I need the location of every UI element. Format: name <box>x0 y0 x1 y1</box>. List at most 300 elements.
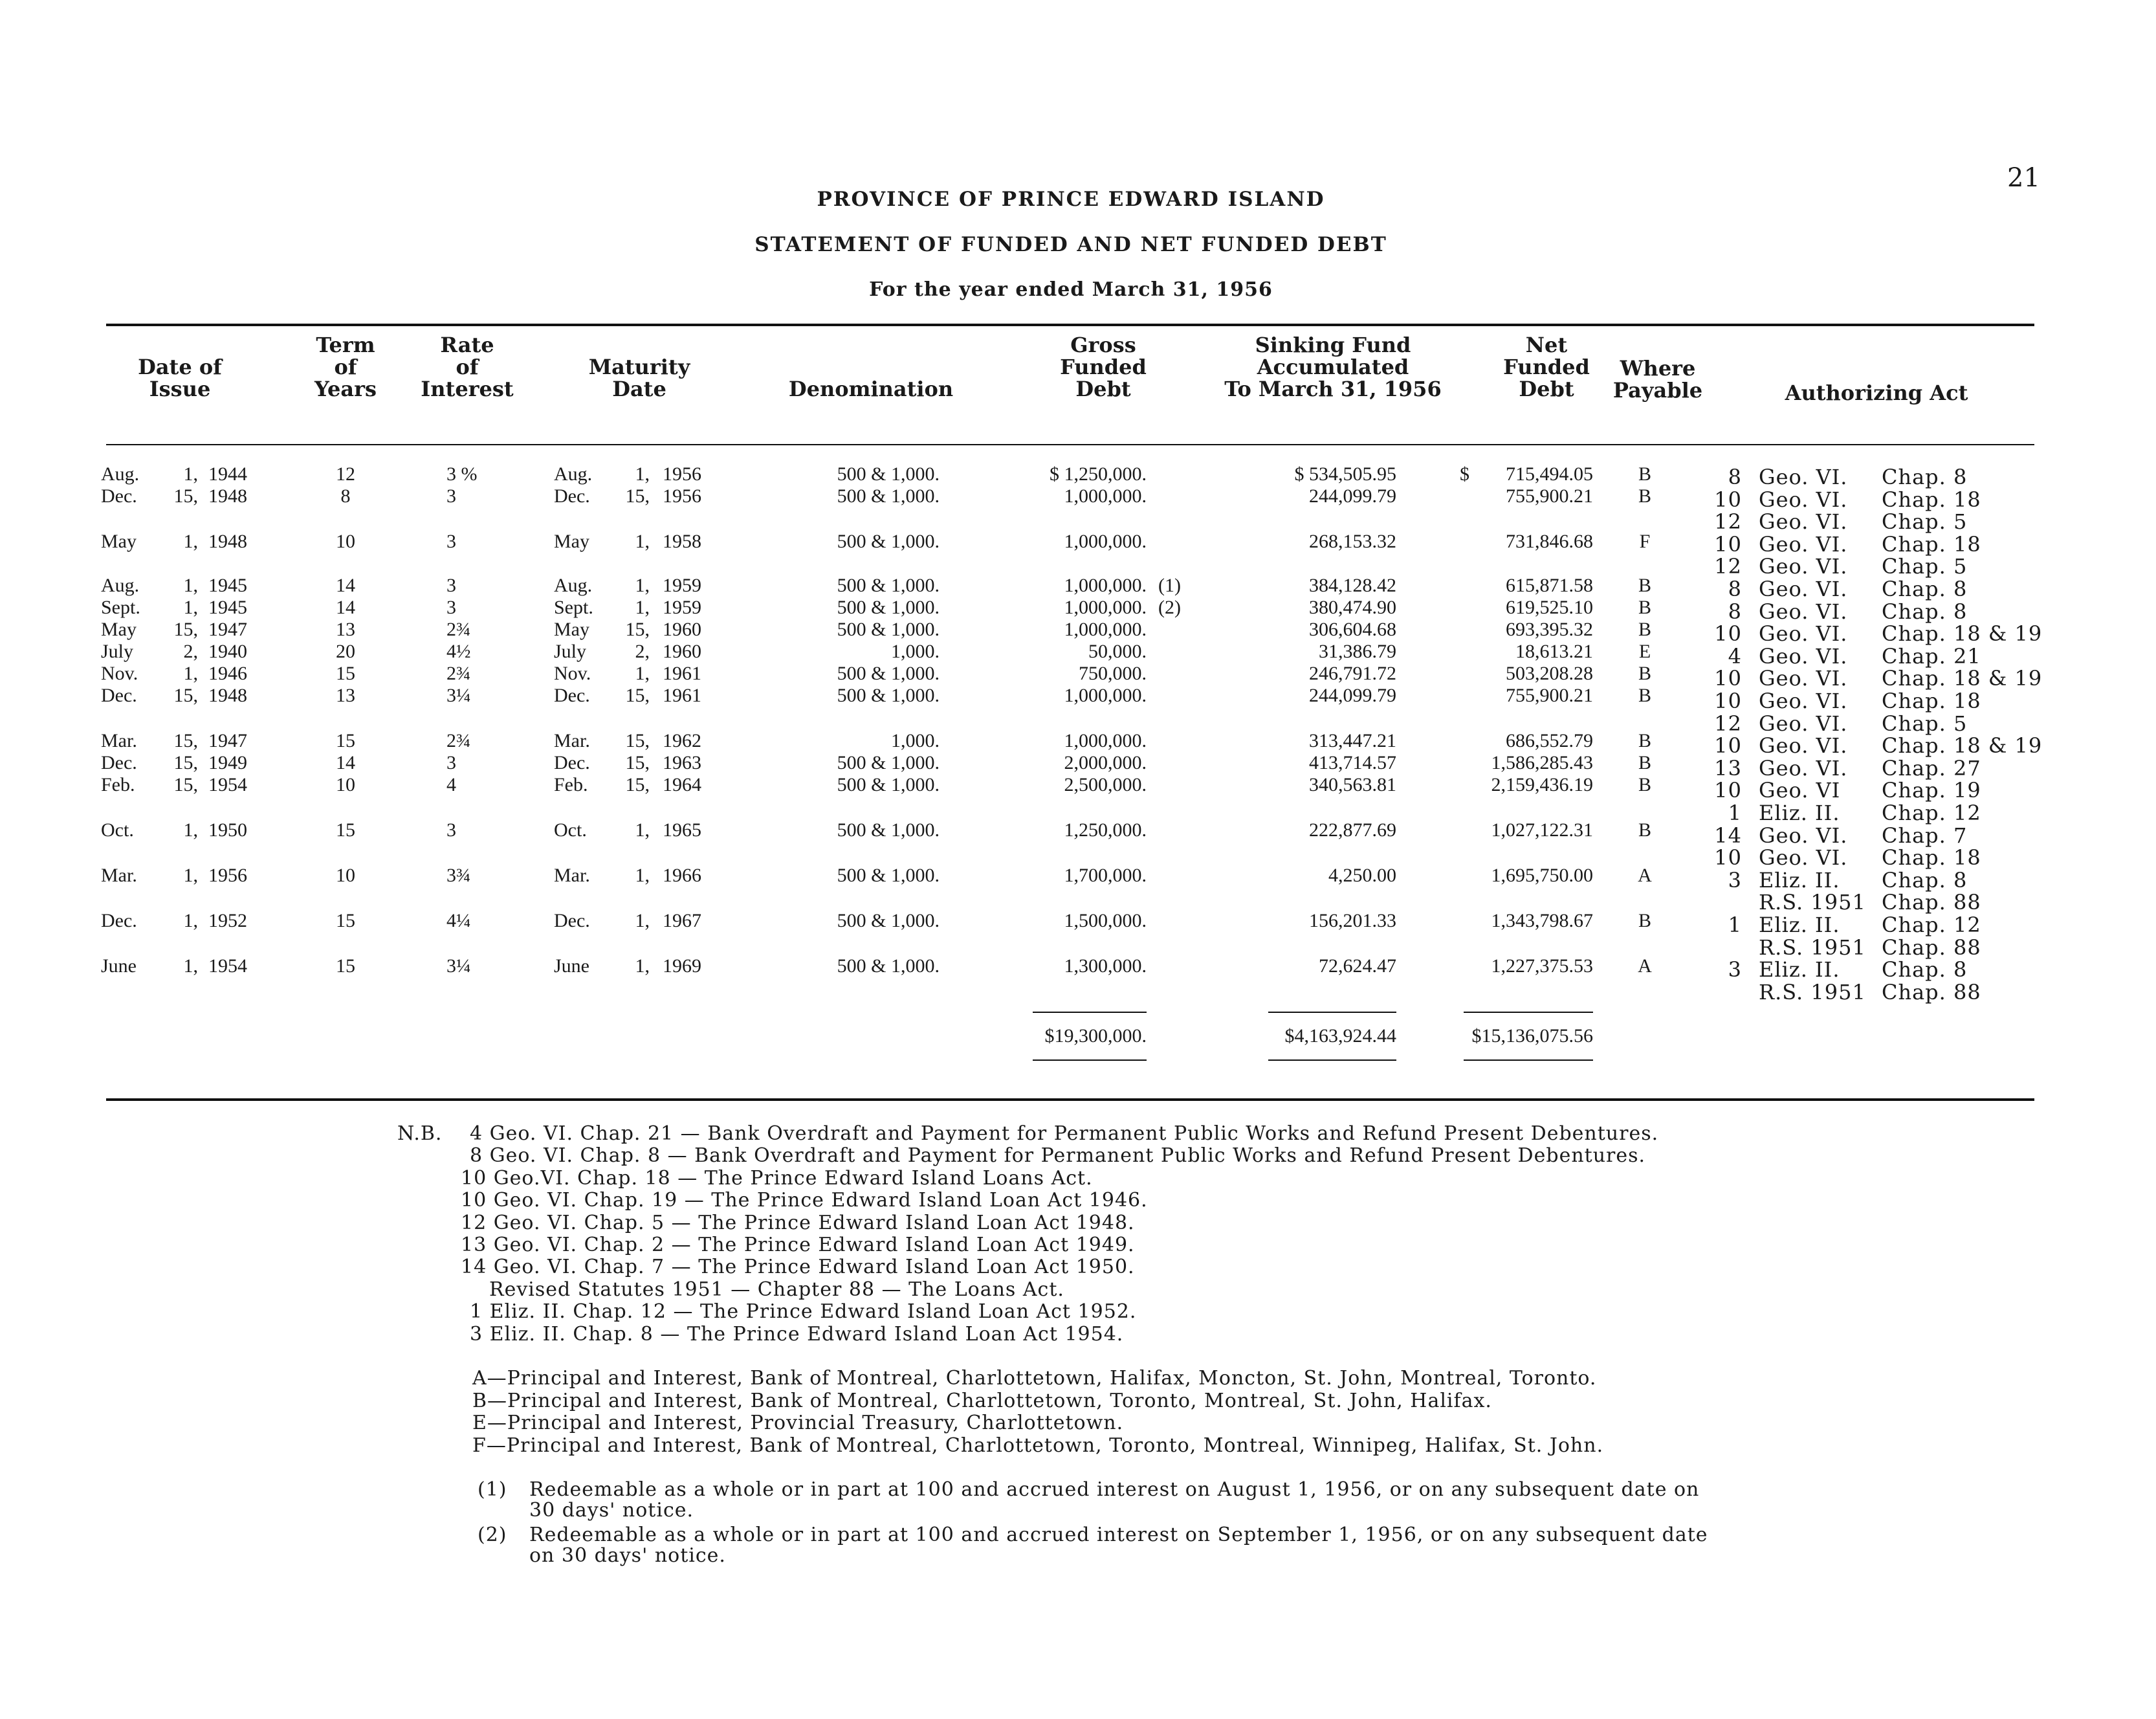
issue-year: 1947 <box>208 619 247 640</box>
maturity-month: Aug. <box>554 463 593 485</box>
issue-year: 1949 <box>208 752 247 773</box>
maturity-month: Mar. <box>554 865 590 886</box>
maturity-year: 1961 <box>663 685 701 706</box>
net-total-rule-bottom <box>1464 1059 1593 1061</box>
issue-day: 15, <box>173 685 198 706</box>
act-reign: Eliz. II. <box>1759 957 1840 982</box>
act-regnal-number: 12 <box>1714 509 1742 535</box>
gross-funded-debt: 1,000,000. <box>1064 575 1147 596</box>
term-years: 20 <box>336 641 355 662</box>
act-reign: Geo. VI. <box>1759 823 1848 848</box>
where-payable: B <box>1638 663 1651 684</box>
act-regnal-number: 10 <box>1714 531 1742 557</box>
act-reign: Eliz. II. <box>1759 913 1840 937</box>
act-note: 8 Geo. VI. Chap. 8 — Bank Overdraft and Payment for Permanent Public Works and Refund Present Debentures. <box>470 1144 1646 1168</box>
where-payable: E <box>1638 641 1651 662</box>
term-years: 8 <box>340 485 351 507</box>
act-reign: Geo. VI. <box>1759 711 1848 736</box>
maturity-year: 1962 <box>663 730 701 751</box>
issue-month: Mar. <box>101 730 137 751</box>
document-period: For the year ended March 31, 1956 <box>869 278 1273 301</box>
maturity-day: 1, <box>635 463 650 485</box>
act-reign: Geo. VI <box>1759 778 1841 803</box>
gross-total: $19,300,000. <box>1044 1025 1147 1047</box>
interest-rate: 3 <box>446 752 456 773</box>
maturity-day: 15, <box>625 619 650 640</box>
act-regnal-number: 1 <box>1728 801 1742 825</box>
term-years: 14 <box>336 597 355 618</box>
column-header-denomination: Denomination <box>788 377 954 401</box>
act-chapter: Chap. 88 <box>1882 935 1981 960</box>
term-years: 14 <box>336 752 355 773</box>
sinking-fund: 72,624.47 <box>1319 955 1396 977</box>
maturity-year: 1969 <box>663 955 701 977</box>
maturity-year: 1959 <box>663 597 701 618</box>
sinking-fund: 340,563.81 <box>1309 774 1396 795</box>
act-reign: Geo. VI. <box>1759 554 1848 579</box>
column-header-sinking: To March 31, 1956 <box>1224 377 1442 401</box>
issue-year: 1945 <box>208 597 247 618</box>
act-chapter: Chap. 18 & 19 <box>1882 733 2043 759</box>
act-chapter: Chap. 18 <box>1882 689 1981 713</box>
net-funded-debt: 686,552.79 <box>1506 730 1593 751</box>
maturity-day: 15, <box>625 730 650 751</box>
act-chapter: Chap. 8 <box>1882 577 1968 601</box>
denomination: 500 & 1,000. <box>837 865 940 886</box>
maturity-year: 1963 <box>663 752 701 773</box>
act-reign: R.S. 1951 <box>1759 935 1866 960</box>
maturity-month: Dec. <box>554 752 590 773</box>
payable-note: F—Principal and Interest, Bank of Montreal, Charlottetown, Toronto, Montreal, Winnipeg, Halifax, St. John. <box>472 1434 1604 1457</box>
gross-funded-debt: $ 1,250,000. <box>1050 463 1147 485</box>
issue-year: 1946 <box>208 663 247 684</box>
where-payable: B <box>1638 485 1651 507</box>
act-chapter: Chap. 5 <box>1882 509 1968 535</box>
maturity-month: July <box>554 641 587 662</box>
column-header-gross: Debt <box>1075 377 1131 401</box>
maturity-month: Dec. <box>554 485 590 507</box>
act-chapter: Chap. 12 <box>1882 801 1981 825</box>
gross-footnote-mark: (2) <box>1158 597 1181 618</box>
issue-month: Oct. <box>101 819 134 841</box>
gross-funded-debt: 1,300,000. <box>1064 955 1147 977</box>
maturity-day: 1, <box>635 819 650 841</box>
net-funded-debt: 18,613.21 <box>1515 641 1593 662</box>
issue-year: 1944 <box>208 463 247 485</box>
issue-day: 1, <box>183 463 198 485</box>
gross-funded-debt: 1,250,000. <box>1064 819 1147 841</box>
term-years: 14 <box>336 575 355 596</box>
gross-funded-debt: 1,000,000. <box>1064 619 1147 640</box>
issue-day: 1, <box>183 531 198 552</box>
sinking-fund: 246,791.72 <box>1309 663 1396 684</box>
maturity-month: Sept. <box>554 597 593 618</box>
sinking-total: $4,163,924.44 <box>1284 1025 1396 1047</box>
nb-label: N.B. <box>397 1122 443 1145</box>
column-header-net: Funded <box>1503 355 1590 379</box>
act-reign: Eliz. II. <box>1759 867 1840 893</box>
issue-year: 1954 <box>208 774 247 795</box>
act-reign: Geo. VI. <box>1759 487 1848 512</box>
column-header-gross: Funded <box>1060 355 1147 379</box>
payable-note: A—Principal and Interest, Bank of Montreal, Charlottetown, Halifax, Moncton, St. John, Montreal, Toronto. <box>472 1367 1597 1390</box>
act-chapter: Chap. 88 <box>1882 979 1981 1004</box>
maturity-year: 1960 <box>663 619 701 640</box>
issue-year: 1952 <box>208 910 247 931</box>
gross-funded-debt: 750,000. <box>1079 663 1147 684</box>
column-header-net: Debt <box>1519 377 1574 401</box>
act-reign: Geo. VI. <box>1759 689 1848 713</box>
interest-rate: 2¾ <box>446 663 471 684</box>
denomination: 500 & 1,000. <box>837 685 940 706</box>
act-regnal-number: 8 <box>1728 599 1742 624</box>
table-bottom-rule <box>106 1098 2034 1101</box>
maturity-year: 1965 <box>663 819 701 841</box>
act-chapter: Chap. 5 <box>1882 711 1968 736</box>
column-header-rate: of <box>456 355 479 379</box>
column-header-maturity: Maturity <box>588 355 690 379</box>
footnote-continuation: on 30 days' notice. <box>529 1544 726 1567</box>
interest-rate: 3¼ <box>446 685 471 706</box>
column-header-net: Net <box>1525 333 1568 357</box>
act-regnal-number: 10 <box>1714 621 1742 647</box>
act-chapter: Chap. 18 <box>1882 845 1981 871</box>
issue-month: Feb. <box>101 774 135 795</box>
term-years: 10 <box>336 531 355 552</box>
interest-rate: 4 <box>446 774 456 795</box>
act-regnal-number: 10 <box>1714 845 1742 871</box>
where-payable: A <box>1638 955 1652 977</box>
maturity-day: 15, <box>625 774 650 795</box>
gross-funded-debt: 1,000,000. <box>1064 485 1147 507</box>
act-reign: Geo. VI. <box>1759 733 1848 759</box>
denomination: 500 & 1,000. <box>837 575 940 596</box>
act-reign: R.S. 1951 <box>1759 890 1866 915</box>
issue-day: 1, <box>183 575 198 596</box>
act-note: 12 Geo. VI. Chap. 5 — The Prince Edward Island Loan Act 1948. <box>461 1211 1135 1234</box>
interest-rate: 2¾ <box>446 619 471 640</box>
maturity-day: 1, <box>635 910 650 931</box>
net-funded-debt: 715,494.05 <box>1506 463 1593 485</box>
interest-rate: 4¼ <box>446 910 471 931</box>
sinking-total-rule-bottom <box>1268 1059 1396 1061</box>
term-years: 10 <box>336 865 355 886</box>
act-reign: Geo. VI. <box>1759 509 1848 535</box>
net-funded-debt: 2,159,436.19 <box>1491 774 1593 795</box>
document-subtitle: STATEMENT OF FUNDED AND NET FUNDED DEBT <box>754 233 1387 256</box>
term-years: 13 <box>336 619 355 640</box>
footnote-text: Redeemable as a whole or in part at 100 and accrued interest on September 1, 1956, or on any subsequent date <box>529 1524 1708 1546</box>
issue-month: Dec. <box>101 752 137 773</box>
document-title: PROVINCE OF PRINCE EDWARD ISLAND <box>817 188 1325 211</box>
interest-rate: 3 <box>446 575 456 596</box>
sinking-fund: 156,201.33 <box>1309 910 1396 931</box>
net-funded-debt: 1,695,750.00 <box>1491 865 1593 886</box>
act-chapter: Chap. 18 & 19 <box>1882 621 2043 647</box>
act-chapter: Chap. 88 <box>1882 890 1981 915</box>
denomination: 500 & 1,000. <box>837 531 940 552</box>
act-reign: R.S. 1951 <box>1759 979 1866 1004</box>
issue-day: 1, <box>183 597 198 618</box>
maturity-month: Mar. <box>554 730 590 751</box>
maturity-year: 1958 <box>663 531 701 552</box>
sinking-fund: 4,250.00 <box>1328 865 1396 886</box>
act-chapter: Chap. 27 <box>1882 755 1981 781</box>
issue-year: 1950 <box>208 819 247 841</box>
net-funded-debt: 1,343,798.67 <box>1491 910 1593 931</box>
denomination: 500 & 1,000. <box>837 485 940 507</box>
act-regnal-number: 12 <box>1714 554 1742 579</box>
issue-year: 1948 <box>208 685 247 706</box>
act-regnal-number: 3 <box>1728 957 1742 982</box>
issue-year: 1945 <box>208 575 247 596</box>
act-note: 10 Geo. VI. Chap. 19 — The Prince Edward Island Loan Act 1946. <box>461 1189 1148 1212</box>
net-currency: $ <box>1460 463 1469 485</box>
issue-month: May <box>101 531 137 552</box>
maturity-month: Dec. <box>554 685 590 706</box>
maturity-day: 2, <box>635 641 650 662</box>
act-note: Revised Statutes 1951 — Chapter 88 — The Loans Act. <box>489 1278 1064 1301</box>
act-chapter: Chap. 18 <box>1882 531 1981 557</box>
term-years: 15 <box>336 819 355 841</box>
act-reign: Eliz. II. <box>1759 801 1840 825</box>
column-header-date-of-issue: Date of <box>138 355 222 379</box>
maturity-day: 15, <box>625 685 650 706</box>
term-years: 13 <box>336 685 355 706</box>
act-chapter: Chap. 8 <box>1882 867 1968 893</box>
maturity-day: 15, <box>625 485 650 507</box>
act-reign: Geo. VI. <box>1759 621 1848 647</box>
column-header-date-of-issue: Issue <box>149 377 211 401</box>
act-reign: Geo. VI. <box>1759 755 1848 781</box>
denomination: 500 & 1,000. <box>837 597 940 618</box>
issue-month: Dec. <box>101 910 137 931</box>
act-chapter: Chap. 12 <box>1882 913 1981 937</box>
column-header-sinking: Sinking Fund <box>1255 333 1411 357</box>
where-payable: B <box>1638 910 1651 931</box>
gross-total-rule-top <box>1033 1012 1147 1013</box>
net-funded-debt: 1,227,375.53 <box>1491 955 1593 977</box>
column-header-where: Payable <box>1612 378 1703 403</box>
act-chapter: Chap. 19 <box>1882 778 1981 803</box>
maturity-year: 1956 <box>663 485 701 507</box>
issue-year: 1947 <box>208 730 247 751</box>
maturity-day: 15, <box>625 752 650 773</box>
act-note: 13 Geo. VI. Chap. 2 — The Prince Edward Island Loan Act 1949. <box>461 1234 1135 1256</box>
act-reign: Geo. VI. <box>1759 577 1848 601</box>
denomination: 500 & 1,000. <box>837 955 940 977</box>
term-years: 10 <box>336 774 355 795</box>
issue-month: May <box>101 619 137 640</box>
denomination: 500 & 1,000. <box>837 663 940 684</box>
column-header-term: of <box>334 355 357 379</box>
issue-month: July <box>101 641 134 662</box>
gross-funded-debt: 2,500,000. <box>1064 774 1147 795</box>
issue-day: 1, <box>183 955 198 977</box>
payable-note: E—Principal and Interest, Provincial Treasury, Charlottetown. <box>472 1412 1124 1435</box>
where-payable: B <box>1638 463 1651 485</box>
net-funded-debt: 731,846.68 <box>1506 531 1593 552</box>
maturity-day: 1, <box>635 575 650 596</box>
act-regnal-number: 8 <box>1728 465 1742 489</box>
where-payable: B <box>1638 619 1651 640</box>
denomination: 500 & 1,000. <box>837 774 940 795</box>
act-reign: Geo. VI. <box>1759 599 1848 624</box>
issue-year: 1948 <box>208 485 247 507</box>
maturity-day: 1, <box>635 663 650 684</box>
sinking-fund: 306,604.68 <box>1309 619 1396 640</box>
issue-month: Dec. <box>101 685 137 706</box>
net-funded-debt: 615,871.58 <box>1506 575 1593 596</box>
sinking-fund: 244,099.79 <box>1309 485 1396 507</box>
issue-day: 15, <box>173 774 198 795</box>
act-regnal-number: 4 <box>1728 643 1742 669</box>
gross-funded-debt: 1,000,000. <box>1064 685 1147 706</box>
maturity-day: 1, <box>635 865 650 886</box>
sinking-fund: 268,153.32 <box>1309 531 1396 552</box>
column-header-where: Where <box>1620 356 1696 381</box>
maturity-year: 1966 <box>663 865 701 886</box>
sinking-total-rule-top <box>1268 1012 1396 1013</box>
act-chapter: Chap. 8 <box>1882 599 1968 624</box>
maturity-day: 1, <box>635 531 650 552</box>
sinking-fund: $ 534,505.95 <box>1294 463 1396 485</box>
act-note: 4 Geo. VI. Chap. 21 — Bank Overdraft and Payment for Permanent Public Works and Refund Present Debentures. <box>470 1122 1659 1145</box>
column-header-rate: Rate <box>440 333 494 357</box>
term-years: 15 <box>336 910 355 931</box>
issue-day: 1, <box>183 865 198 886</box>
where-payable: B <box>1638 774 1651 795</box>
maturity-month: Dec. <box>554 910 590 931</box>
maturity-day: 1, <box>635 955 650 977</box>
gross-funded-debt: 50,000. <box>1088 641 1147 662</box>
maturity-day: 1, <box>635 597 650 618</box>
act-chapter: Chap. 8 <box>1882 957 1968 982</box>
issue-month: June <box>101 955 137 977</box>
interest-rate: 3¼ <box>446 955 471 977</box>
issue-day: 15, <box>173 619 198 640</box>
issue-year: 1956 <box>208 865 247 886</box>
sinking-fund: 384,128.42 <box>1309 575 1396 596</box>
maturity-year: 1967 <box>663 910 701 931</box>
issue-year: 1948 <box>208 531 247 552</box>
maturity-year: 1956 <box>663 463 701 485</box>
act-regnal-number: 3 <box>1728 867 1742 893</box>
denomination: 500 & 1,000. <box>837 463 940 485</box>
act-regnal-number: 13 <box>1714 755 1742 781</box>
table-top-rule <box>106 324 2034 326</box>
net-funded-debt: 693,395.32 <box>1506 619 1593 640</box>
issue-month: Sept. <box>101 597 140 618</box>
denomination: 1,000. <box>891 730 940 751</box>
interest-rate: 3 <box>446 597 456 618</box>
act-reign: Geo. VI. <box>1759 465 1848 489</box>
act-regnal-number: 12 <box>1714 711 1742 736</box>
denomination: 500 & 1,000. <box>837 752 940 773</box>
term-years: 15 <box>336 663 355 684</box>
gross-footnote-mark: (1) <box>1158 575 1181 596</box>
act-note: 1 Eliz. II. Chap. 12 — The Prince Edward Island Loan Act 1952. <box>470 1300 1137 1324</box>
column-header-term: Term <box>316 333 375 357</box>
term-years: 15 <box>336 730 355 751</box>
act-chapter: Chap. 18 <box>1882 487 1981 512</box>
gross-funded-debt: 1,500,000. <box>1064 910 1147 931</box>
issue-day: 15, <box>173 730 198 751</box>
interest-rate: 2¾ <box>446 730 471 751</box>
payable-note: B—Principal and Interest, Bank of Montreal, Charlottetown, Toronto, Montreal, St. John, Halifax. <box>472 1389 1492 1412</box>
footnote-mark: (2) <box>478 1524 507 1546</box>
act-note: 3 Eliz. II. Chap. 8 — The Prince Edward Island Loan Act 1954. <box>470 1322 1124 1346</box>
footnote-mark: (1) <box>478 1478 507 1501</box>
term-years: 15 <box>336 955 355 977</box>
where-payable: B <box>1638 597 1651 618</box>
act-regnal-number: 10 <box>1714 733 1742 759</box>
where-payable: B <box>1638 730 1651 751</box>
issue-year: 1940 <box>208 641 247 662</box>
act-chapter: Chap. 7 <box>1882 823 1968 848</box>
denomination: 500 & 1,000. <box>837 910 940 931</box>
where-payable: B <box>1638 685 1651 706</box>
sinking-fund: 380,474.90 <box>1309 597 1396 618</box>
act-note: 10 Geo.VI. Chap. 18 — The Prince Edward Island Loans Act. <box>461 1166 1093 1190</box>
interest-rate: 3 <box>446 485 456 507</box>
interest-rate: 3 % <box>446 463 478 485</box>
net-total: $15,136,075.56 <box>1471 1025 1593 1047</box>
column-header-rate: Interest <box>421 377 514 401</box>
sinking-fund: 413,714.57 <box>1309 752 1396 773</box>
issue-day: 1, <box>183 910 198 931</box>
maturity-month: Feb. <box>554 774 588 795</box>
act-chapter: Chap. 5 <box>1882 554 1968 579</box>
interest-rate: 3 <box>446 819 456 841</box>
act-regnal-number: 8 <box>1728 577 1742 601</box>
act-reign: Geo. VI. <box>1759 531 1848 557</box>
header-bottom-rule <box>106 444 2034 445</box>
issue-day: 2, <box>183 641 198 662</box>
sinking-fund: 313,447.21 <box>1309 730 1396 751</box>
where-payable: A <box>1638 865 1652 886</box>
column-header-gross: Gross <box>1070 333 1136 357</box>
interest-rate: 3¾ <box>446 865 471 886</box>
issue-day: 15, <box>173 752 198 773</box>
denomination: 500 & 1,000. <box>837 819 940 841</box>
issue-day: 1, <box>183 663 198 684</box>
act-regnal-number: 10 <box>1714 487 1742 512</box>
gross-funded-debt: 2,000,000. <box>1064 752 1147 773</box>
net-total-rule-top <box>1464 1012 1593 1013</box>
act-regnal-number: 10 <box>1714 666 1742 691</box>
sinking-fund: 222,877.69 <box>1309 819 1396 841</box>
net-funded-debt: 755,900.21 <box>1506 685 1593 706</box>
denomination: 1,000. <box>891 641 940 662</box>
net-funded-debt: 1,586,285.43 <box>1491 752 1593 773</box>
act-reign: Geo. VI. <box>1759 666 1848 691</box>
net-funded-debt: 755,900.21 <box>1506 485 1593 507</box>
gross-funded-debt: 1,700,000. <box>1064 865 1147 886</box>
denomination: 500 & 1,000. <box>837 619 940 640</box>
gross-total-rule-bottom <box>1033 1059 1147 1061</box>
issue-month: Mar. <box>101 865 137 886</box>
net-funded-debt: 503,208.28 <box>1506 663 1593 684</box>
act-regnal-number: 1 <box>1728 913 1742 937</box>
act-regnal-number: 10 <box>1714 778 1742 803</box>
gross-funded-debt: 1,000,000. <box>1064 531 1147 552</box>
issue-day: 15, <box>173 485 198 507</box>
gross-funded-debt: 1,000,000. <box>1064 730 1147 751</box>
maturity-year: 1960 <box>663 641 701 662</box>
issue-month: Nov. <box>101 663 138 684</box>
interest-rate: 4½ <box>446 641 471 662</box>
